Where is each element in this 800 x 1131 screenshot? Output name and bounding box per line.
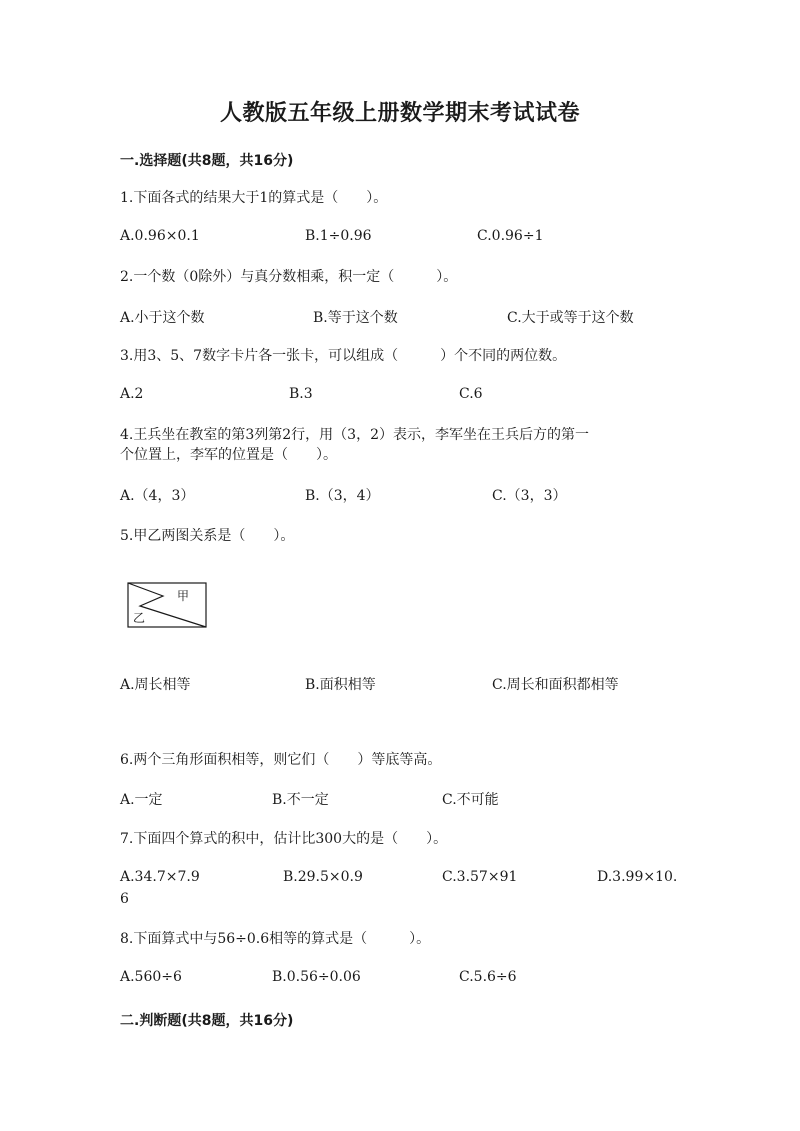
option-a[interactable]: A.2	[120, 386, 144, 402]
section-heading-choice: 一.选择题(共8题，共16分)	[120, 153, 294, 169]
question-6: 6.两个三角形面积相等，则它们（ ）等底等高。	[120, 752, 442, 768]
question-5-options	[120, 674, 720, 694]
question-4	[120, 425, 680, 465]
option-b[interactable]: B.3	[289, 386, 313, 402]
question-1-options	[120, 228, 720, 248]
section-heading-judgement: 二.判断题(共8题，共16分)	[120, 1013, 294, 1029]
option-b[interactable]: B.不一定	[272, 792, 329, 808]
page-title: 人教版五年级上册数学期末考试试卷	[219, 101, 580, 126]
option-a[interactable]: A.34.7×7.9	[120, 869, 200, 885]
question-7-option-d-wrap: 6	[120, 891, 129, 907]
option-b[interactable]: B.面积相等	[305, 677, 376, 693]
question-4-line-1: 4.王兵坐在教室的第3列第2行，用（3，2）表示，李军坐在王兵后方的第一	[120, 427, 589, 443]
figure-label-jia: 甲	[177, 589, 190, 603]
rectangle-split-figure	[127, 582, 209, 630]
question-1: 1.下面各式的结果大于1的算式是（ ）。	[120, 190, 388, 206]
question-4-options	[120, 485, 720, 505]
question-3-options	[120, 386, 720, 406]
option-c[interactable]: C.不可能	[442, 792, 499, 808]
option-b[interactable]: B.0.56÷0.06	[272, 969, 361, 985]
option-b[interactable]: B.等于这个数	[313, 310, 398, 326]
question-7-options	[120, 869, 720, 889]
option-c[interactable]: C.（3，3）	[492, 488, 567, 504]
question-3: 3.用3、5、7数字卡片各一张卡，可以组成（ ）个不同的两位数。	[120, 348, 567, 364]
option-a[interactable]: A.0.96×0.1	[120, 228, 200, 244]
option-b[interactable]: B.1÷0.96	[305, 228, 372, 244]
question-2-options	[120, 307, 720, 327]
question-8: 8.下面算式中与56÷0.6相等的算式是（ ）。	[120, 931, 431, 947]
option-d[interactable]: D.3.99×10.	[597, 869, 678, 885]
option-c[interactable]: C.大于或等于这个数	[507, 310, 634, 326]
option-c[interactable]: C.3.57×91	[442, 869, 518, 885]
option-b[interactable]: B.（3，4）	[305, 488, 380, 504]
question-5: 5.甲乙两图关系是（ ）。	[120, 528, 295, 544]
option-a[interactable]: A.周长相等	[120, 677, 191, 693]
question-7: 7.下面四个算式的积中，估计比300大的是（ ）。	[120, 831, 448, 847]
figure-label-yi: 乙	[133, 611, 146, 625]
option-c[interactable]: C.0.96÷1	[477, 228, 544, 244]
question-8-options	[120, 969, 720, 989]
option-a[interactable]: A.（4，3）	[120, 488, 195, 504]
question-4-line-2: 个位置上，李军的位置是（ ）。	[120, 447, 337, 463]
question-6-options	[120, 789, 720, 809]
option-c[interactable]: C.5.6÷6	[459, 969, 517, 985]
option-a[interactable]: A.一定	[120, 792, 163, 808]
option-c[interactable]: C.6	[459, 386, 483, 402]
option-a[interactable]: A.小于这个数	[120, 310, 205, 326]
question-2: 2.一个数（0除外）与真分数相乘，积一定（ ）。	[120, 269, 458, 285]
option-a[interactable]: A.560÷6	[120, 969, 182, 985]
option-b[interactable]: B.29.5×0.9	[283, 869, 363, 885]
option-c[interactable]: C.周长和面积都相等	[492, 677, 619, 693]
